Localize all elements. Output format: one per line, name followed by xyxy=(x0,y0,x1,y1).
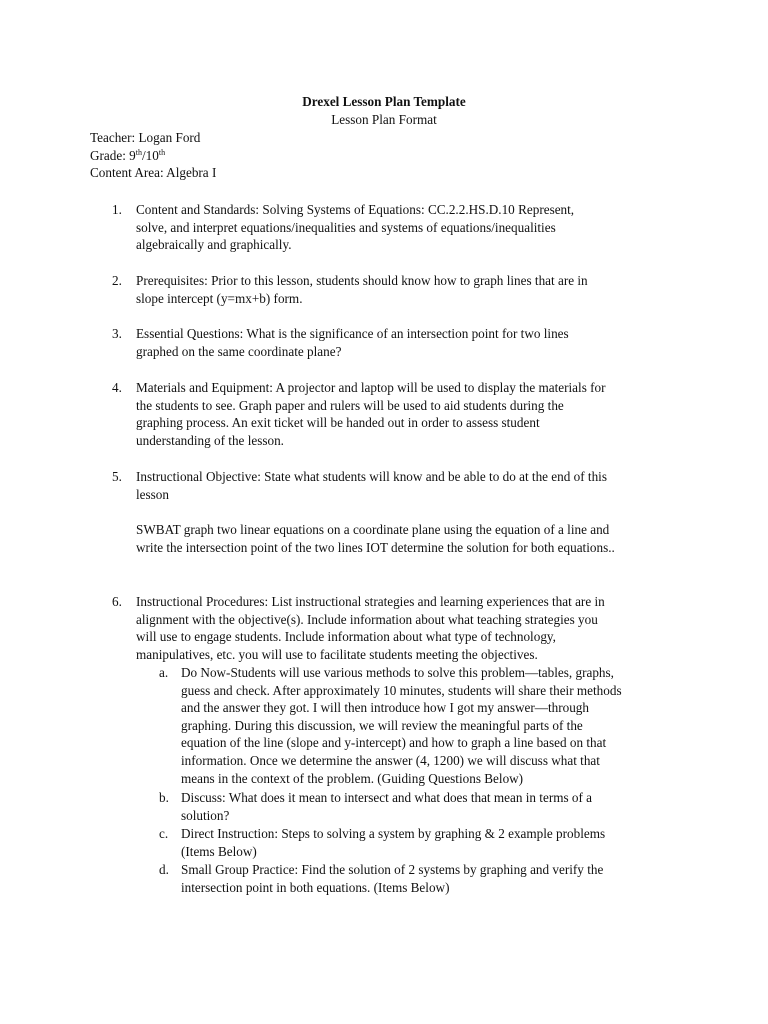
item-text-essential-questions xyxy=(136,325,696,360)
item-text-materials xyxy=(136,379,696,449)
text-line: slope intercept (y=mx+b) form. xyxy=(136,290,303,306)
subitem-small-group xyxy=(181,861,679,896)
subitem-letter: d. xyxy=(159,862,169,877)
text-line: write the intersection point of the two lines IOT determine the solution for both equations.. xyxy=(136,539,615,555)
grade-mid: /10 xyxy=(142,148,159,163)
subitem-letter: b. xyxy=(159,790,169,805)
text-line: algebraically and graphically. xyxy=(136,237,292,253)
text-line: and the answer they got. I will then introduce how I got my answer—through xyxy=(181,700,589,716)
content-area-line: Content Area: Algebra I xyxy=(90,165,217,180)
text-line: lesson xyxy=(136,486,169,502)
document-title: Drexel Lesson Plan Template xyxy=(302,94,466,109)
subitem-letter: c. xyxy=(159,826,169,841)
text-line: alignment with the objective(s). Include information about what teaching strategies you xyxy=(136,611,598,627)
grade-sup-2: th xyxy=(158,148,166,157)
text-line: manipulatives, etc. you will use to facilitate students meeting the objectives. xyxy=(136,646,538,662)
text-line: Prerequisites: Prior to this lesson, students should know how to graph lines that are in xyxy=(136,273,588,288)
text-line: guess and check. After approximately 10 minutes, students will share their methods xyxy=(181,682,622,698)
item-number: 6. xyxy=(112,594,122,609)
grade-sup-1: th xyxy=(135,148,143,157)
text-line: Direct Instruction: Steps to solving a system by graphing & 2 example problems xyxy=(181,826,606,841)
item-number: 2. xyxy=(112,273,122,288)
item-number: 5. xyxy=(112,469,122,484)
text-line: the students to see. Graph paper and rulers will be used to aid students during the xyxy=(136,397,564,413)
text-line: solution? xyxy=(181,807,230,823)
subitem-discuss xyxy=(181,789,679,824)
text-line: equation of the line (slope and y-intercept) and how to graph a line based on that xyxy=(181,735,607,751)
text-line: Small Group Practice: Find the solution of 2 systems by graphing and verify the xyxy=(181,862,604,877)
text-line: Essential Questions: What is the significance of an intersection point for two lines xyxy=(136,326,569,341)
text-line: graphed on the same coordinate plane? xyxy=(136,343,342,359)
text-line: means in the context of the problem. (Guiding Questions Below) xyxy=(181,770,524,786)
subitem-letter: a. xyxy=(159,665,169,680)
text-line: graphing process. An exit ticket will be handed out in order to assess student xyxy=(136,415,540,431)
text-line: will use to engage students. Include information about what type of technology, xyxy=(136,629,556,645)
item-text-procedures xyxy=(136,593,696,663)
item-number: 1. xyxy=(112,202,122,217)
document-subtitle: Lesson Plan Format xyxy=(331,112,437,127)
grade-prefix: Grade: 9 xyxy=(90,148,136,163)
subitem-direct-instruction xyxy=(181,825,679,860)
text-line: information. Once we determine the answer (4, 1200) we will discuss what that xyxy=(181,752,600,768)
text-line: Instructional Procedures: List instructional strategies and learning experiences that are in xyxy=(136,594,605,609)
text-line: understanding of the lesson. xyxy=(136,432,284,448)
text-line: Do Now-Students will use various methods to solve this problem—tables, graphs, xyxy=(181,665,614,680)
text-line: Discuss: What does it mean to intersect and what does that mean in terms of a xyxy=(181,790,593,805)
teacher-line: Teacher: Logan Ford xyxy=(90,130,201,145)
subitem-do-now xyxy=(181,664,679,787)
text-line: (Items Below) xyxy=(181,843,257,859)
item-number: 4. xyxy=(112,380,122,395)
text-line: Content and Standards: Solving Systems of Equations: CC.2.2.HS.D.10 Represent, xyxy=(136,202,575,217)
text-line: graphing. During this discussion, we will review the meaningful parts of the xyxy=(181,717,583,733)
text-line: Instructional Objective: State what students will know and be able to do at the end of this xyxy=(136,469,607,484)
item-text-objective xyxy=(136,468,696,503)
text-line: solve, and interpret equations/inequalities and systems of equations/inequalities xyxy=(136,219,556,235)
text-line: SWBAT graph two linear equations on a coordinate plane using the equation of a line and xyxy=(136,522,610,537)
item-text-content-standards xyxy=(136,201,696,254)
item-number: 3. xyxy=(112,326,122,341)
objective-swbat xyxy=(136,521,696,556)
text-line: intersection point in both equations. (Items Below) xyxy=(181,879,450,895)
text-line: Materials and Equipment: A projector and laptop will be used to display the materials for xyxy=(136,380,606,395)
grade-line xyxy=(90,147,165,165)
item-text-prerequisites xyxy=(136,272,696,307)
